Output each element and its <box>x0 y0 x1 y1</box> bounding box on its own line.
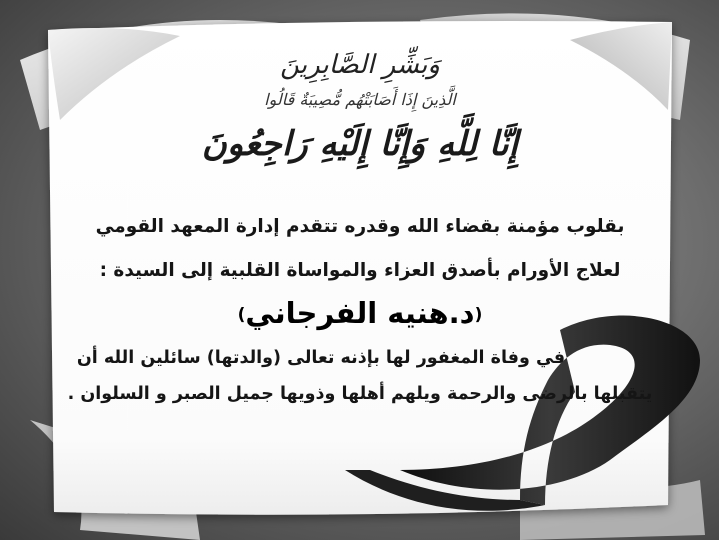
verse-line-3: إِنَّا لِلَّهِ وَإِنَّا إِلَيْهِ رَاجِعُونَ <box>201 124 519 164</box>
recipient-name: د.هنيه الفرجاني <box>245 296 475 330</box>
verse-line-2: الَّذِينَ إِذَا أَصَابَتْهُم مُّصِيبَةٌ قَالُوا <box>264 90 456 109</box>
message-line-2: لعلاج الأورام بأصدق العزاء والمواساة القلبية إلى السيدة : <box>99 260 621 281</box>
name-paren-open: ( <box>474 305 483 325</box>
condolence-card <box>58 24 662 514</box>
quran-verse <box>58 42 662 172</box>
verse-line-1: وَبَشِّرِ الصَّابِرِينَ <box>280 50 440 80</box>
message-line-3: في وفاة المغفور لها بإذنه تعالى (والدتها) سائلين الله أن <box>76 348 566 368</box>
recipient-name-line <box>58 296 662 330</box>
message-line-1: بقلوب مؤمنة بقضاء الله وقدره تتقدم إدارة المعهد القومي <box>95 216 625 237</box>
message-line-4: يتقبلها بالرضى والرحمة ويلهم أهلها وذويها جميل الصبر و السلوان . <box>67 384 653 404</box>
name-paren-close: ) <box>237 305 246 325</box>
